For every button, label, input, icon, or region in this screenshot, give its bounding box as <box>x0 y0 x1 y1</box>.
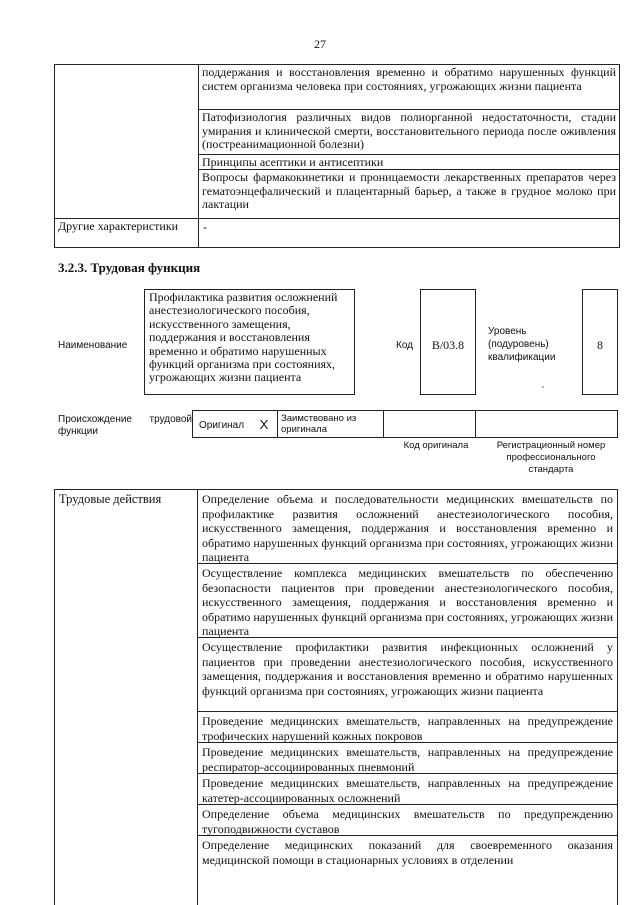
labor-action-cell: Проведение медицинских вмешательств, направленных на предупреждение трофических нарушений кожных покровов <box>198 711 617 742</box>
registration-number-cell <box>475 411 617 437</box>
scan-dot <box>542 386 544 388</box>
original-label: Оригинал <box>199 420 245 431</box>
origin-table <box>192 410 618 438</box>
table-right-column <box>199 65 619 218</box>
other-characteristics-label: Другие характеристики <box>55 219 199 247</box>
registration-number-caption: Регистрационный номер профессионального стандарта <box>496 440 606 475</box>
labor-action-cell: Проведение медицинских вмешательств, направленных на предупреждение катетер-ассоциированных осложнений <box>198 773 617 804</box>
labor-actions-label: Трудовые действия <box>55 490 198 905</box>
labor-action-cell: Осуществление профилактики развития инфекционных осложнений у пациентов при проведении анестезиологического пособия, искусственного замещения, поддержания и восстановления временно и обратимо нарушенных функций организма при состояниях, угрожающих жизни пациента <box>198 637 617 711</box>
name-label: Наименование <box>58 340 128 351</box>
table-cell: Вопросы фармакокинетики и проницаемости лекарственных препаратов через гематоэнцефалический и плацентарный барьер, а также в грудное молоко при лактации <box>199 169 619 212</box>
original-mark: X <box>259 417 269 432</box>
code-value-box: B/03.8 <box>420 289 476 395</box>
labor-action-cell: Проведение медицинских вмешательств, направленных на предупреждение респиратор-ассоциированных пневмоний <box>198 742 617 773</box>
labor-action-cell: Определение объема медицинских вмешательств по предупреждению тугоподвижности суставов <box>198 804 617 835</box>
competency-table-continued <box>54 64 620 248</box>
origin-label-word: трудовой <box>149 414 192 425</box>
table-left-cell-empty <box>55 65 199 218</box>
labor-actions-table <box>54 489 618 905</box>
level-label: Уровень (подуровень) квалификации <box>488 326 556 363</box>
function-name-box: Профилактика развития осложнений анестезиологического пособия, искусственного замещения, поддержания и восстановления временно и обратимо нарушенных функций организма при состояниях, угрожающих жизни пациента <box>144 289 355 395</box>
labor-action-cell: Осуществление комплекса медицинских вмешательств по обеспечению безопасности пациентов при проведении анестезиологического пособия, искусственного замещения, поддержания и восстановления временно и обратимо нарушенных функций организма при состояниях, угрожающих жизни пациента <box>198 563 617 637</box>
original-code-cell <box>383 411 475 437</box>
other-characteristics-value: - <box>203 220 207 234</box>
page-number: 27 <box>314 37 326 51</box>
origin-label <box>58 414 192 438</box>
table-cell: поддержания и восстановления временно и обратимо нарушенных функций систем организма человека при состояниях, угрожающих жизни пациента <box>202 65 616 93</box>
original-code-caption: Код оригинала <box>403 440 469 451</box>
labor-action-cell: Определение объема и последовательности медицинских вмешательств по профилактике развития осложнений анестезиологического пособия, искусственного замещения, поддержания и восстановления временно и обратимо нарушенных функций организма при состояниях, угрожающих жизни пациента <box>202 492 613 564</box>
labor-actions-column <box>198 490 617 905</box>
labor-action-cell: Определение медицинских показаний для своевременного оказания медицинской помощи в стационарных условиях в отделении <box>198 835 617 879</box>
table-cell: Принципы асептики и антисептики <box>199 154 619 169</box>
origin-label-word: функции <box>58 426 98 437</box>
table-cell: Патофизиология различных видов полиорганной недостаточности, стадии умирания и клинической смерти, восстановительного периода после оживления (постреанимационной болезни) <box>199 109 619 154</box>
borrowed-label: Заимствовано из оригинала <box>277 411 383 437</box>
code-label: Код <box>396 340 414 351</box>
level-value-box: 8 <box>582 289 618 395</box>
section-heading: 3.2.3. Трудовая функция <box>58 260 201 275</box>
origin-label-word: Происхождение <box>58 414 132 425</box>
